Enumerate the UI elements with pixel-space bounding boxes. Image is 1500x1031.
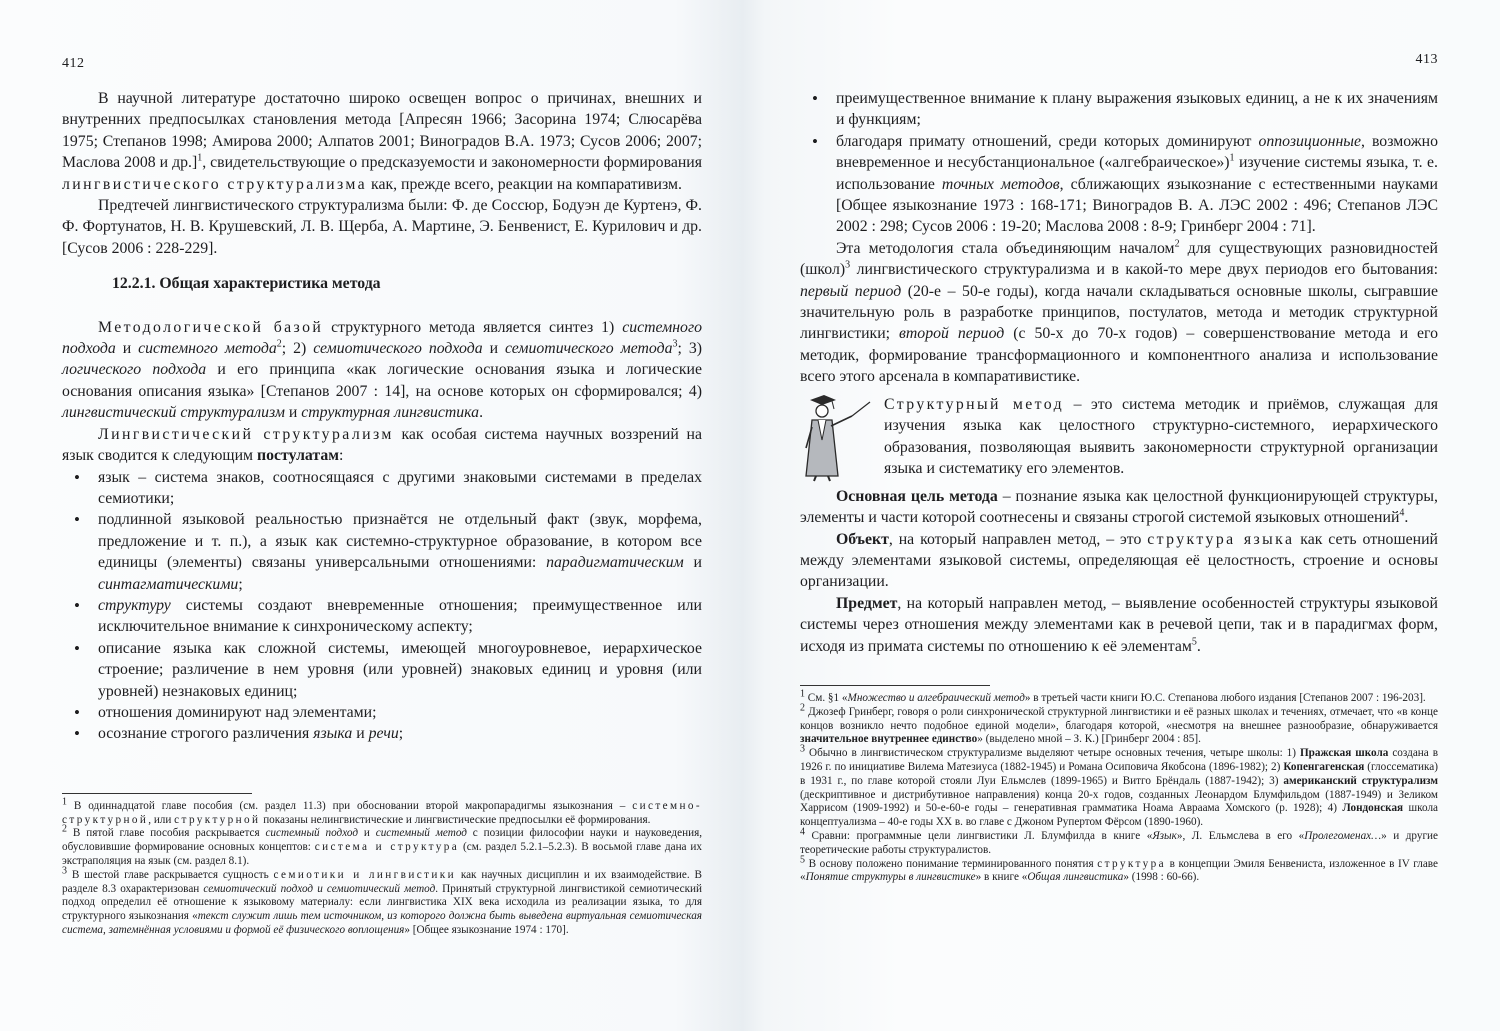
postulates-list-continued: [800, 88, 1438, 238]
page-number-left: 412: [62, 56, 85, 71]
paragraph: Предтечей лингвистического структурализма были: Ф. де Соссюр, Бодуэн де Куртенэ, Ф. Ф. Фортунатов, Н. В. Крушевский, Л. В. Щерба, А. Мартине, Э. Бенвенист, Е. Курилович и др. [Сусов 2006 : 228-229].: [62, 197, 702, 257]
footnote: $^2$ Джозеф Гринберг, говоря о роли синхронической структурной лингвистики и её разных школах и течениях, отмечает, что «в конце концов возникло нечто подобное единой модели», благодаря которой, «несмотря на внешнее разнообразие, обнаруживается значительное внутреннее единство» (выделено мной – З. К.) [Гринберг 2004 : 85].: [800, 702, 1439, 746]
right-body: [800, 88, 1438, 657]
paragraph: Предмет, на который направлен метод, – выявление особенностей структуры языковой системы через отношения между элементами как в речевой цепи, так и в парадигмах форм, исходя из примата системы по отношению к её элементам$^5$.: [800, 594, 1438, 655]
paragraph: Методологической базой структурного метода является синтез 1) системного подхода и системного метода$^2$; 2) семиотического подхода и семиотического метода$^3$; 3) логического подхода и его принципа «как логические основания языка и логические основания описания языка» [Степанов 2007 : 14], на основе которых он сформировался; 4) лингвистический структурализм и структурная лингвистика.: [62, 318, 703, 422]
right-footnotes: [800, 685, 1438, 885]
footnote: $^4$ Сравни: программные цели лингвистики Л. Блумфилда в книге «Язык», Л. Ельмслева в его «Пролегоменах…» и другие теоретические работы структуралистов.: [800, 826, 1439, 856]
footnote: $^2$ В пятой главе пособия раскрывается системный подход и системный метод с позиции философии науки и науковедения, обусловившие формирование основных концептов: система и структура (см. раздел 5.2.1–5.2.3). В восьмой главе дана их экстраполяция на язык (см. раздел 8.1).: [62, 823, 703, 867]
list-item: • описание языка как сложной системы, имеющей многоуровневое, иерархическое строение; различение в нем уровня (или уровней) знаковых единиц и уровня (или уровней) незнаковых единиц;: [62, 638, 702, 702]
list-item: • структуру системы создают вневременные отношения; преимущественное или исключительное внимание к синхроническому аспекту;: [62, 595, 702, 638]
footnote: $^1$ В одиннадцатой главе пособия (см. раздел 11.3) при обосновании второй макропарадигмы языкознания – системно-структурной, или структурной показаны нелингвистические и лингвистические предпосылки её формирования.: [62, 796, 702, 826]
footnote-rule: [62, 793, 252, 794]
footnote: $^5$ В основу положено понимание терминированного понятия структура в концепции Эмиля Бенвениста, изложенное в IV главе «Понятие структуры в лингвистике» в книге «Общая лингвистика» (1998 : 60-66).: [800, 853, 1438, 884]
definition-block: [800, 394, 1438, 482]
list-item: • язык – система знаков, соотносящаяся с другими знаковыми системами в пределах семиотики;: [62, 467, 702, 510]
list-item: • осознание строгого различения языка и речи;: [62, 723, 702, 744]
left-footnotes: [62, 793, 702, 938]
right-page: [752, 0, 1500, 1031]
page-number-right: 413: [1415, 52, 1438, 67]
list-item: • подлинной языковой реальностью признаётся не отдельный факт (звук, морфема, предложение и т. п.), а язык как системно-структурное образование, в котором все единицы (элементы) связаны универсальными отношениями: парадигматическим и синтагматическими;: [62, 509, 702, 595]
definition-text: Структурный метод – это система методик и приёмов, служащая для изучения языка как целостного структурно-системного, иерархического образования, позволяющая выявить закономерности структурной организации языка и систематику его элементов.: [884, 395, 1438, 477]
paragraph: Эта методология стала объединяющим началом$^2$ для существующих разновидностей (школ)$^3$ лингвистического структурализма и в какой-то мере двух периодов его бытования: первый период (20-е – 50-е годы), когда начали складываться основные школы, сыгравшие значительную роль в разработке принципов, постулатов, метода и методик структурной лингвистики; второй период (с 50-х до 70-х годов) – совершенствование метода и его методик, формирование трансформационного и компонентного анализа и использование всего этого арсенала в компаративистике.: [800, 238, 1438, 386]
paragraph: В научной литературе достаточно широко освещен вопрос о причинах, внешних и внутренних предпосылках становления метода [Апресян 1966; Засорина 1974; Слюсарёва 1975; Степанов 1998; Амирова 2000; Алпатов 2001; Виноградов В.А. 1973; Сусов 2006; 2007; Маслова 2008 и др.]$^1$, свидетельствующие о предсказуемости и закономерности формирования лингвистического структурализма как, прежде всего, реакции на компаративизм.: [62, 90, 703, 193]
footnote-rule: [800, 685, 990, 686]
section-heading: 12.2.1. Общая характеристика метода: [112, 275, 381, 293]
paragraph: Основная цель метода – познание языка как целостной функционирующей структуры, элементы и части которой соотнесены и связаны строгой системой языковых отношений$^4$.: [800, 487, 1438, 527]
paragraph: Лингвистический структурализм как особая система научных воззрений на язык сводится к следующим постулатам:: [62, 425, 702, 465]
list-item: • благодаря примату отношений, среди которых доминируют оппозиционные, возможно вневременное и несубстанциональное («алгебраическое»)$^1$ изучение системы языка, т. е. использование точных методов, сближающих языкознание с естественными науками [Общее языкознание 1973 : 168-171; Виноградов В. А. ЛЭС 2002 : 496; Степанов ЛЭС 2002 : 298; Сусов 2006 : 19-20; Маслова 2008 : 8-9; Гринберг 2004 : 71].: [800, 131, 1438, 238]
footnote: $^1$ См. §1 «Множество и алгебраический метод» в третьей части книги Ю.С. Степанова любого издания [Степанов 2007 : 196-203].: [800, 688, 1426, 704]
left-body: [62, 88, 702, 745]
list-item: • преимущественное внимание к плану выражения языковых единиц, а не к их значениям и функциям;: [800, 88, 1438, 131]
professor-with-pointer-icon: [800, 394, 874, 482]
footnote: $^3$ В шестой главе раскрывается сущность семиотики и лингвистики как научных дисциплин и их взаимодействие. В разделе 8.3 охарактеризован семиотический подход и семиотический метод. Принятый структурной лингвистикой семиотический подход определил её отношение к языковому материалу: если лингвистика XIX века исходила из реализации языка, то для структурного языкознания «текст служит лишь тем источником, из которого должна быть выведена виртуальная семиотическая система, затемнённая условиями и формой её физического воплощения» [Общее языкознание 1974 : 170].: [62, 865, 702, 936]
footnote: $^3$ Обычно в лингвистическом структурализме выделяют четыре основных течения, четыре школы: 1) Пражская школа создана в 1926 г. по инициативе Вилема Матезиуса (1882-1945) и Романа Осиповича Якобсона (1896-1982); 2) Копенгагенская (глоссематика) в 1931 г., по главе которой стояли Луи Ельмслев (1899-1965) и Витго Брёндаль (1887-1942); 3) американский структурализм (дескриптивное и дистрибутивное направления) конца 20-х годов, созданных Леонардом Блумфильдом (1887-1949) и Зеликом Харрисом (1909-1992) и 50-е-60-е годы – генеративная грамматика Ноама Авраама Хомского (р. 1928); 4) Лондонская школа концептуализма – 40-е годы XX в. во главе с Джоном Рупертом Фёрсом (1890-1960).: [800, 743, 1439, 829]
list-item: • отношения доминируют над элементами;: [62, 702, 702, 723]
postulates-list: [62, 467, 702, 745]
footnote-ref: 1: [197, 152, 203, 164]
paragraph: Объект, на который направлен метод, – это структура языка как сеть отношений между элементами языковой системы, определяющая её целостность, строение и основы организации.: [800, 530, 1438, 591]
